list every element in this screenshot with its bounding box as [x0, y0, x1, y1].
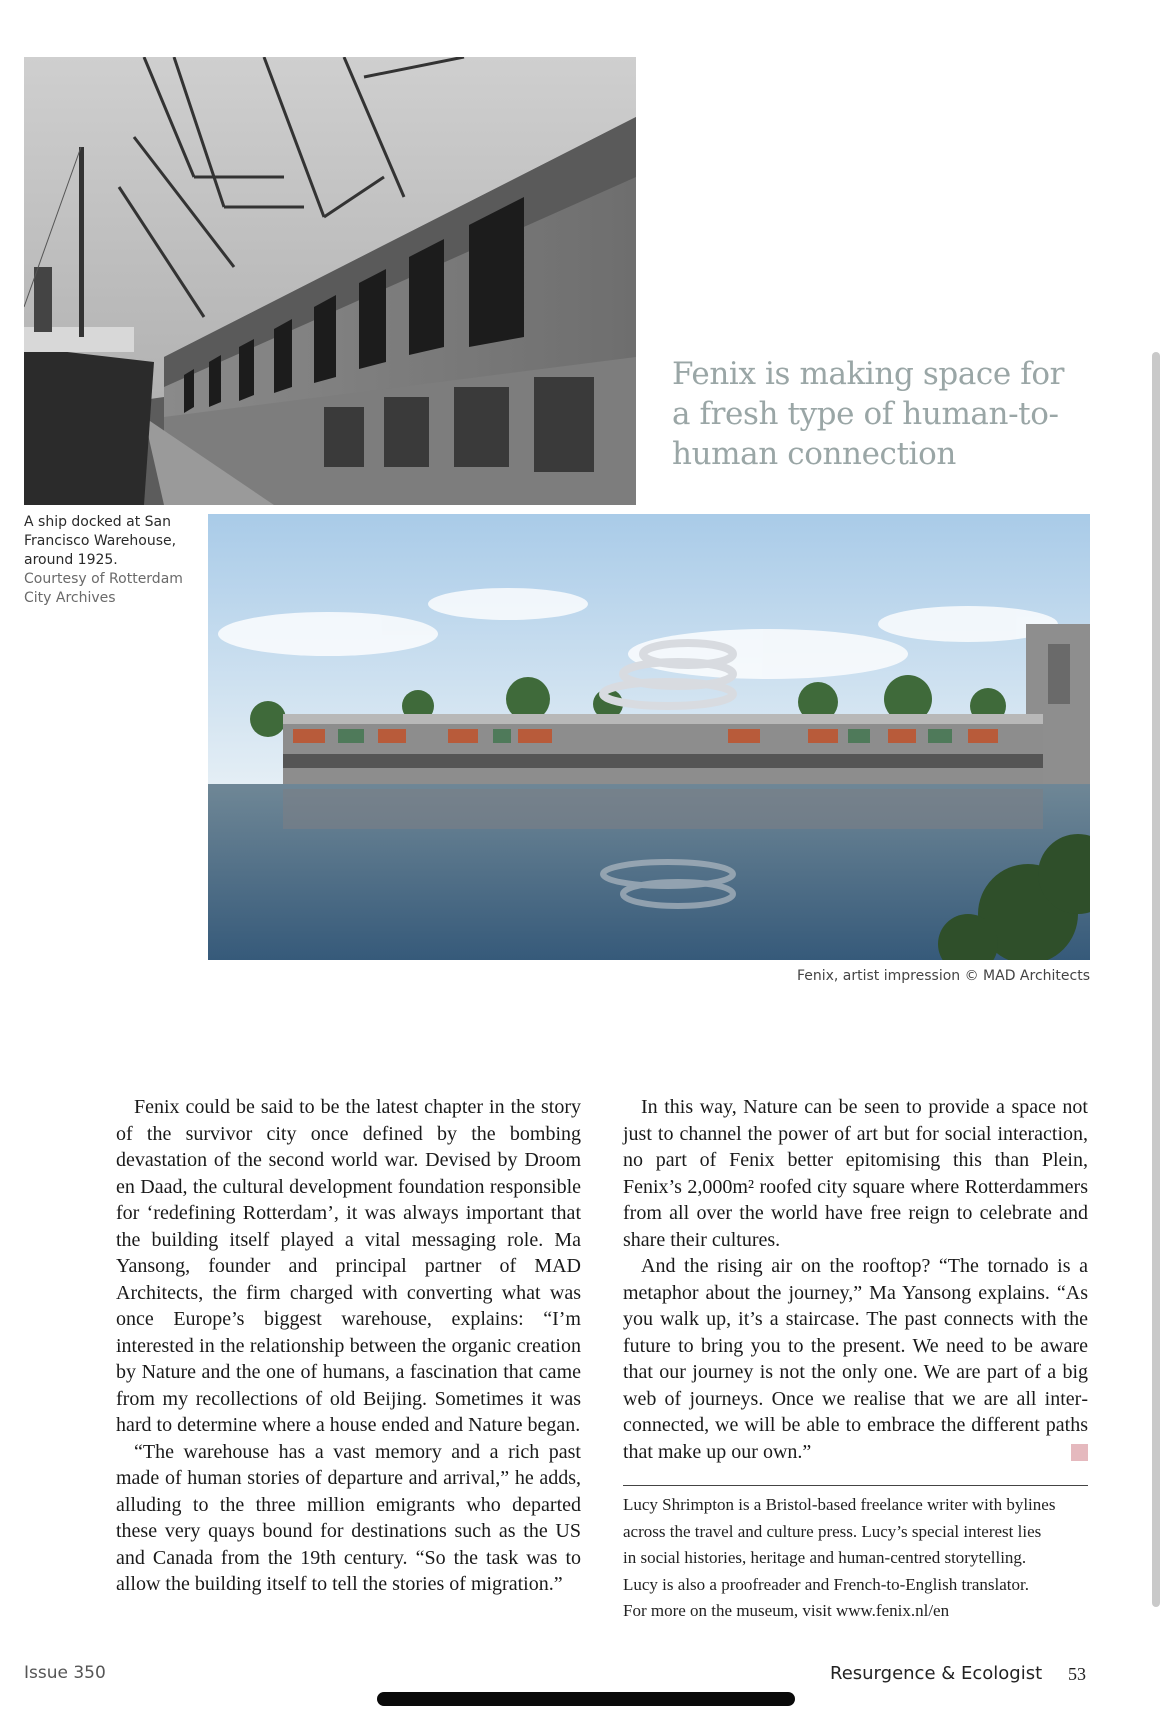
page-number: 53	[1068, 1664, 1086, 1684]
archival-photo-warehouse	[24, 57, 636, 505]
article-column-right	[623, 1094, 1098, 1465]
home-indicator[interactable]	[377, 1692, 795, 1706]
bio-line: across the travel and culture press. Lucy’s special interest lies	[623, 1521, 1042, 1541]
render-photo-fenix	[208, 514, 1090, 960]
article-paragraph: “The warehouse has a vast memory and a rich past made of human stories of departure and arrival,” he adds, alluding to the three million emigrants who departed these very quays bound for destinations such as the US and Canada from the 19th century. “So the task was to allow the building itself to tell the stories of migration.”	[116, 1440, 581, 1595]
photo-caption-archival	[24, 513, 194, 608]
caption-credit: Courtesy of Rotterdam City Archives	[24, 571, 183, 606]
pull-quote	[672, 354, 1092, 474]
article-paragraph-text: And the rising air on the rooftop? “The tornado is a metaphor about the journey,” Ma Yansong explains. “As you walk up, it’s a staircase. The past connects with the future to bring you to the present. We need to be aware that our journey is not the only one. We are part of a big web of journeys. Once we realise that we are all interconnected, we will be able to embrace the different paths that make up our own.”	[623, 1255, 1088, 1463]
author-bio	[623, 1492, 1088, 1625]
pull-quote-line: human connection	[672, 436, 956, 472]
article-paragraph	[623, 1253, 1098, 1465]
bio-line: For more on the museum, visit www.fenix.nl/en	[623, 1601, 950, 1620]
pull-quote-line: Fenix is making space for	[672, 356, 1065, 392]
footer-magazine-title: Resurgence & Ecologist	[830, 1663, 1043, 1684]
article-column-left	[116, 1094, 581, 1598]
bio-line: Lucy Shrimpton is a Bristol-based freelance writer with bylines	[623, 1495, 1056, 1514]
photo-caption-render: Fenix, artist impression © MAD Architects	[796, 968, 1090, 984]
bio-line: in social histories, heritage and human-centred storytelling.	[623, 1548, 1027, 1567]
caption-text: A ship docked at San Francisco Warehouse, around 1925.	[24, 514, 177, 568]
scrollbar[interactable]	[1152, 352, 1160, 1607]
article-paragraph: Fenix could be said to be the latest chapter in the story of the survivor city once defined by the bombing devastation of the second world war. Devised by Droom en Daad, the cultural development foundation responsible for ‘redefining Rotterdam’, it was always important that the building itself played a vital messaging role. Ma Yansong, founder and principal partner of MAD Architects, the firm charged with converting what was once Europe’s biggest warehouse, explains: “I’m interested in the relationship between the organic creation by Nature and the one of humans, a fascination that came from my recollections of old Beijing. Sometimes it was hard to determine where a house ended and Nature began.	[116, 1096, 581, 1436]
footer-issue: Issue 350	[24, 1663, 106, 1683]
bio-divider	[623, 1485, 1088, 1486]
article-paragraph: In this way, Nature can be seen to provide a space not just to channel the power of art but for social interaction, no part of Fenix better epitomising this than Plein, Fenix’s 2,000m² roofed city square where Rotterdammers from all over the world have free reign to celebrate and share their cultures.	[623, 1096, 1088, 1251]
pull-quote-line: a fresh type of human-to-	[672, 396, 1059, 432]
resurgence-r-icon: R	[1071, 1444, 1088, 1461]
bio-line: Lucy is also a proofreader and French-to-English translator.	[623, 1574, 1029, 1594]
